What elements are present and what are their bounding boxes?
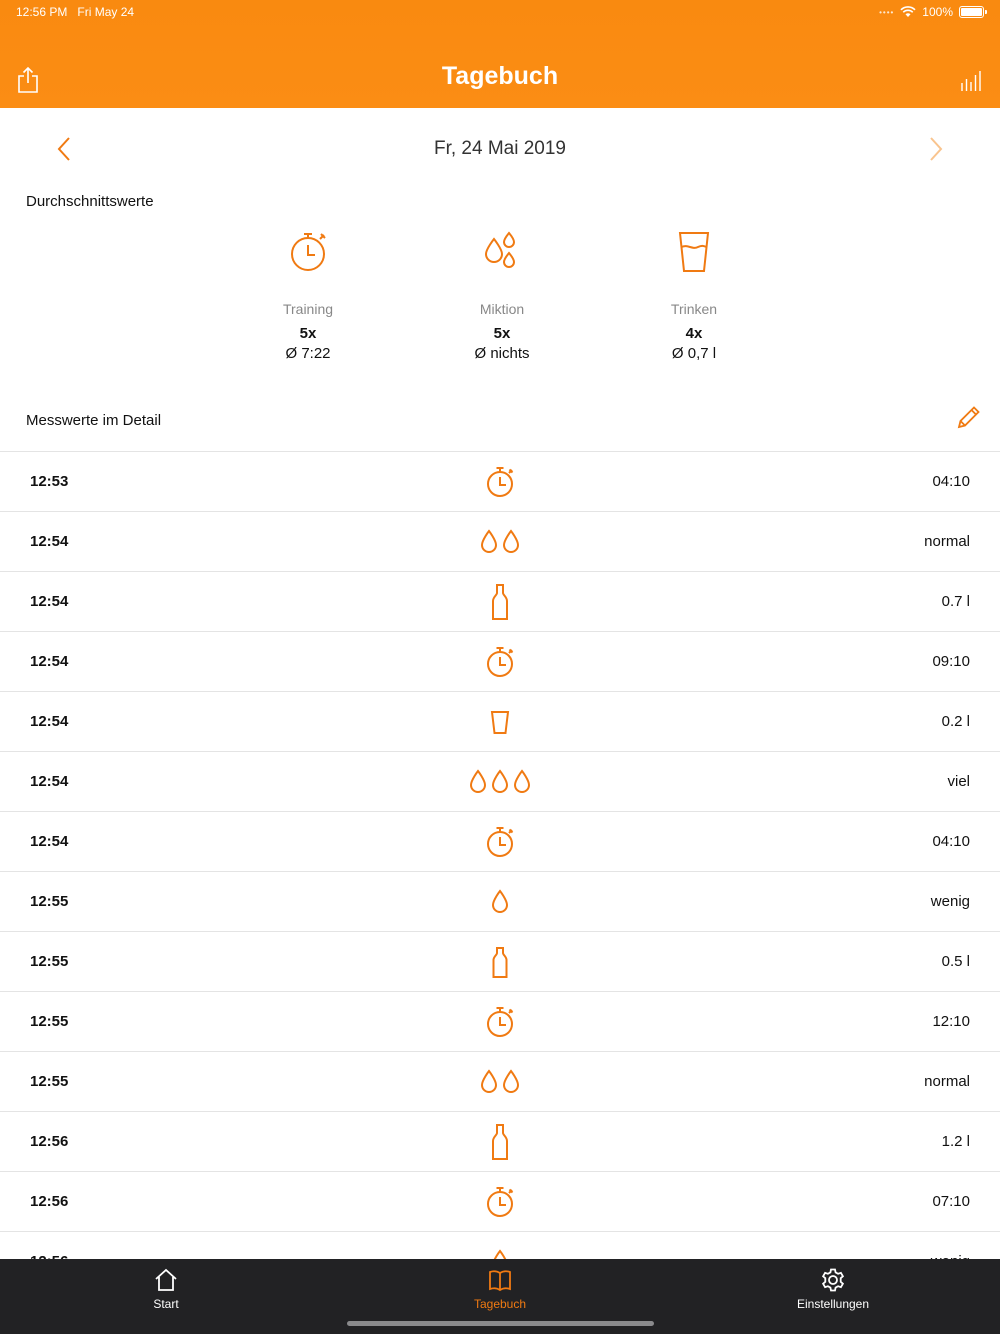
bar-chart-icon[interactable] xyxy=(960,70,984,92)
average-value: Ø 7:22 xyxy=(285,345,331,362)
average-count: 4x xyxy=(685,325,703,342)
chevron-right-icon[interactable] xyxy=(924,136,948,162)
average-label: Trinken xyxy=(670,301,718,317)
row-value: 0.5 l xyxy=(941,953,970,970)
row-value: 1.2 l xyxy=(941,1133,970,1150)
row-time: 12:54 xyxy=(30,713,69,730)
average-miktion xyxy=(422,225,582,362)
status-right xyxy=(879,5,984,19)
row-value: 0.7 l xyxy=(941,593,970,610)
date-navigation xyxy=(0,108,1000,190)
status-date: Fri May 24 xyxy=(77,5,135,19)
stopwatch-icon xyxy=(284,225,332,277)
row-time: 12:54 xyxy=(30,833,69,850)
row-value: 0.2 l xyxy=(941,713,970,730)
row-time: 12:54 xyxy=(30,533,69,550)
table-row[interactable] xyxy=(0,932,1000,992)
tab-label: Einstellungen xyxy=(796,1297,870,1311)
table-row[interactable] xyxy=(0,812,1000,872)
table-row[interactable] xyxy=(0,1172,1000,1232)
average-trinken xyxy=(614,225,774,362)
two-drops-icon xyxy=(460,1062,540,1102)
stopwatch-icon xyxy=(460,642,540,682)
cup-icon xyxy=(460,702,540,742)
status-clock: 12:56 PM xyxy=(16,5,68,19)
bottle-icon xyxy=(460,582,540,622)
averages-title: Durchschnittswerte xyxy=(26,193,154,210)
stopwatch-icon xyxy=(460,462,540,502)
table-row[interactable] xyxy=(0,572,1000,632)
row-value: 04:10 xyxy=(932,833,970,850)
table-row[interactable] xyxy=(0,1112,1000,1172)
details-list[interactable] xyxy=(0,451,1000,1259)
average-training xyxy=(228,225,388,362)
gear-icon xyxy=(820,1267,846,1293)
home-indicator xyxy=(347,1321,654,1326)
row-time: 12:54 xyxy=(30,653,69,670)
average-count: 5x xyxy=(299,325,317,342)
table-row[interactable] xyxy=(0,992,1000,1052)
average-value: Ø nichts xyxy=(474,345,530,362)
signal-icon: •••• xyxy=(879,7,895,17)
row-value: 12:10 xyxy=(932,1013,970,1030)
row-value: wenig xyxy=(930,893,970,910)
average-value: Ø 0,7 l xyxy=(671,345,717,362)
tab-label: Start xyxy=(153,1297,179,1311)
tab-tagebuch[interactable] xyxy=(420,1267,580,1311)
navigation-header xyxy=(0,0,1000,108)
one-drop-icon xyxy=(460,882,540,922)
row-time: 12:55 xyxy=(30,1013,69,1030)
battery-icon xyxy=(959,6,984,18)
book-icon xyxy=(487,1267,513,1293)
date-label: Fr, 24 Mai 2019 xyxy=(433,138,567,159)
average-label: Training xyxy=(282,301,334,317)
row-time: 12:55 xyxy=(30,1073,69,1090)
bottle-icon xyxy=(460,1122,540,1162)
row-time: 12:56 xyxy=(30,1193,69,1210)
wifi-icon xyxy=(900,6,916,18)
row-value: 09:10 xyxy=(932,653,970,670)
row-time: 12:56 xyxy=(30,1133,69,1150)
status-time xyxy=(16,5,134,19)
row-time: 12:54 xyxy=(30,773,69,790)
glass-icon xyxy=(670,225,718,277)
row-time: 12:55 xyxy=(30,953,69,970)
row-time: 12:55 xyxy=(30,893,69,910)
table-row[interactable] xyxy=(0,752,1000,812)
tab-label: Tagebuch xyxy=(473,1297,527,1311)
home-icon xyxy=(153,1267,179,1293)
table-row[interactable] xyxy=(0,692,1000,752)
row-time: 12:53 xyxy=(30,473,69,490)
row-value: viel xyxy=(947,773,970,790)
small-bottle-icon xyxy=(460,942,540,982)
stopwatch-icon xyxy=(460,822,540,862)
table-row[interactable] xyxy=(0,632,1000,692)
row-value: 07:10 xyxy=(932,1193,970,1210)
page-title: Tagebuch xyxy=(441,62,559,90)
stopwatch-icon xyxy=(460,1002,540,1042)
two-drops-icon xyxy=(460,522,540,562)
pencil-icon[interactable] xyxy=(954,404,982,432)
three-drops-icon xyxy=(460,762,540,802)
row-value: normal xyxy=(924,533,970,550)
average-label: Miktion xyxy=(479,301,525,317)
tab-einstellungen[interactable] xyxy=(753,1267,913,1311)
row-value: normal xyxy=(924,1073,970,1090)
row-value: 04:10 xyxy=(932,473,970,490)
averages-panel xyxy=(0,225,1000,375)
average-count: 5x xyxy=(493,325,511,342)
details-title: Messwerte im Detail xyxy=(26,412,162,429)
table-row[interactable] xyxy=(0,452,1000,512)
stopwatch-icon xyxy=(460,1182,540,1222)
table-row[interactable] xyxy=(0,512,1000,572)
battery-percent: 100% xyxy=(922,5,953,19)
tab-start[interactable] xyxy=(86,1267,246,1311)
row-time: 12:54 xyxy=(30,593,69,610)
drops-icon xyxy=(478,225,526,277)
table-row[interactable] xyxy=(0,872,1000,932)
status-bar xyxy=(0,0,1000,24)
table-row[interactable] xyxy=(0,1052,1000,1112)
